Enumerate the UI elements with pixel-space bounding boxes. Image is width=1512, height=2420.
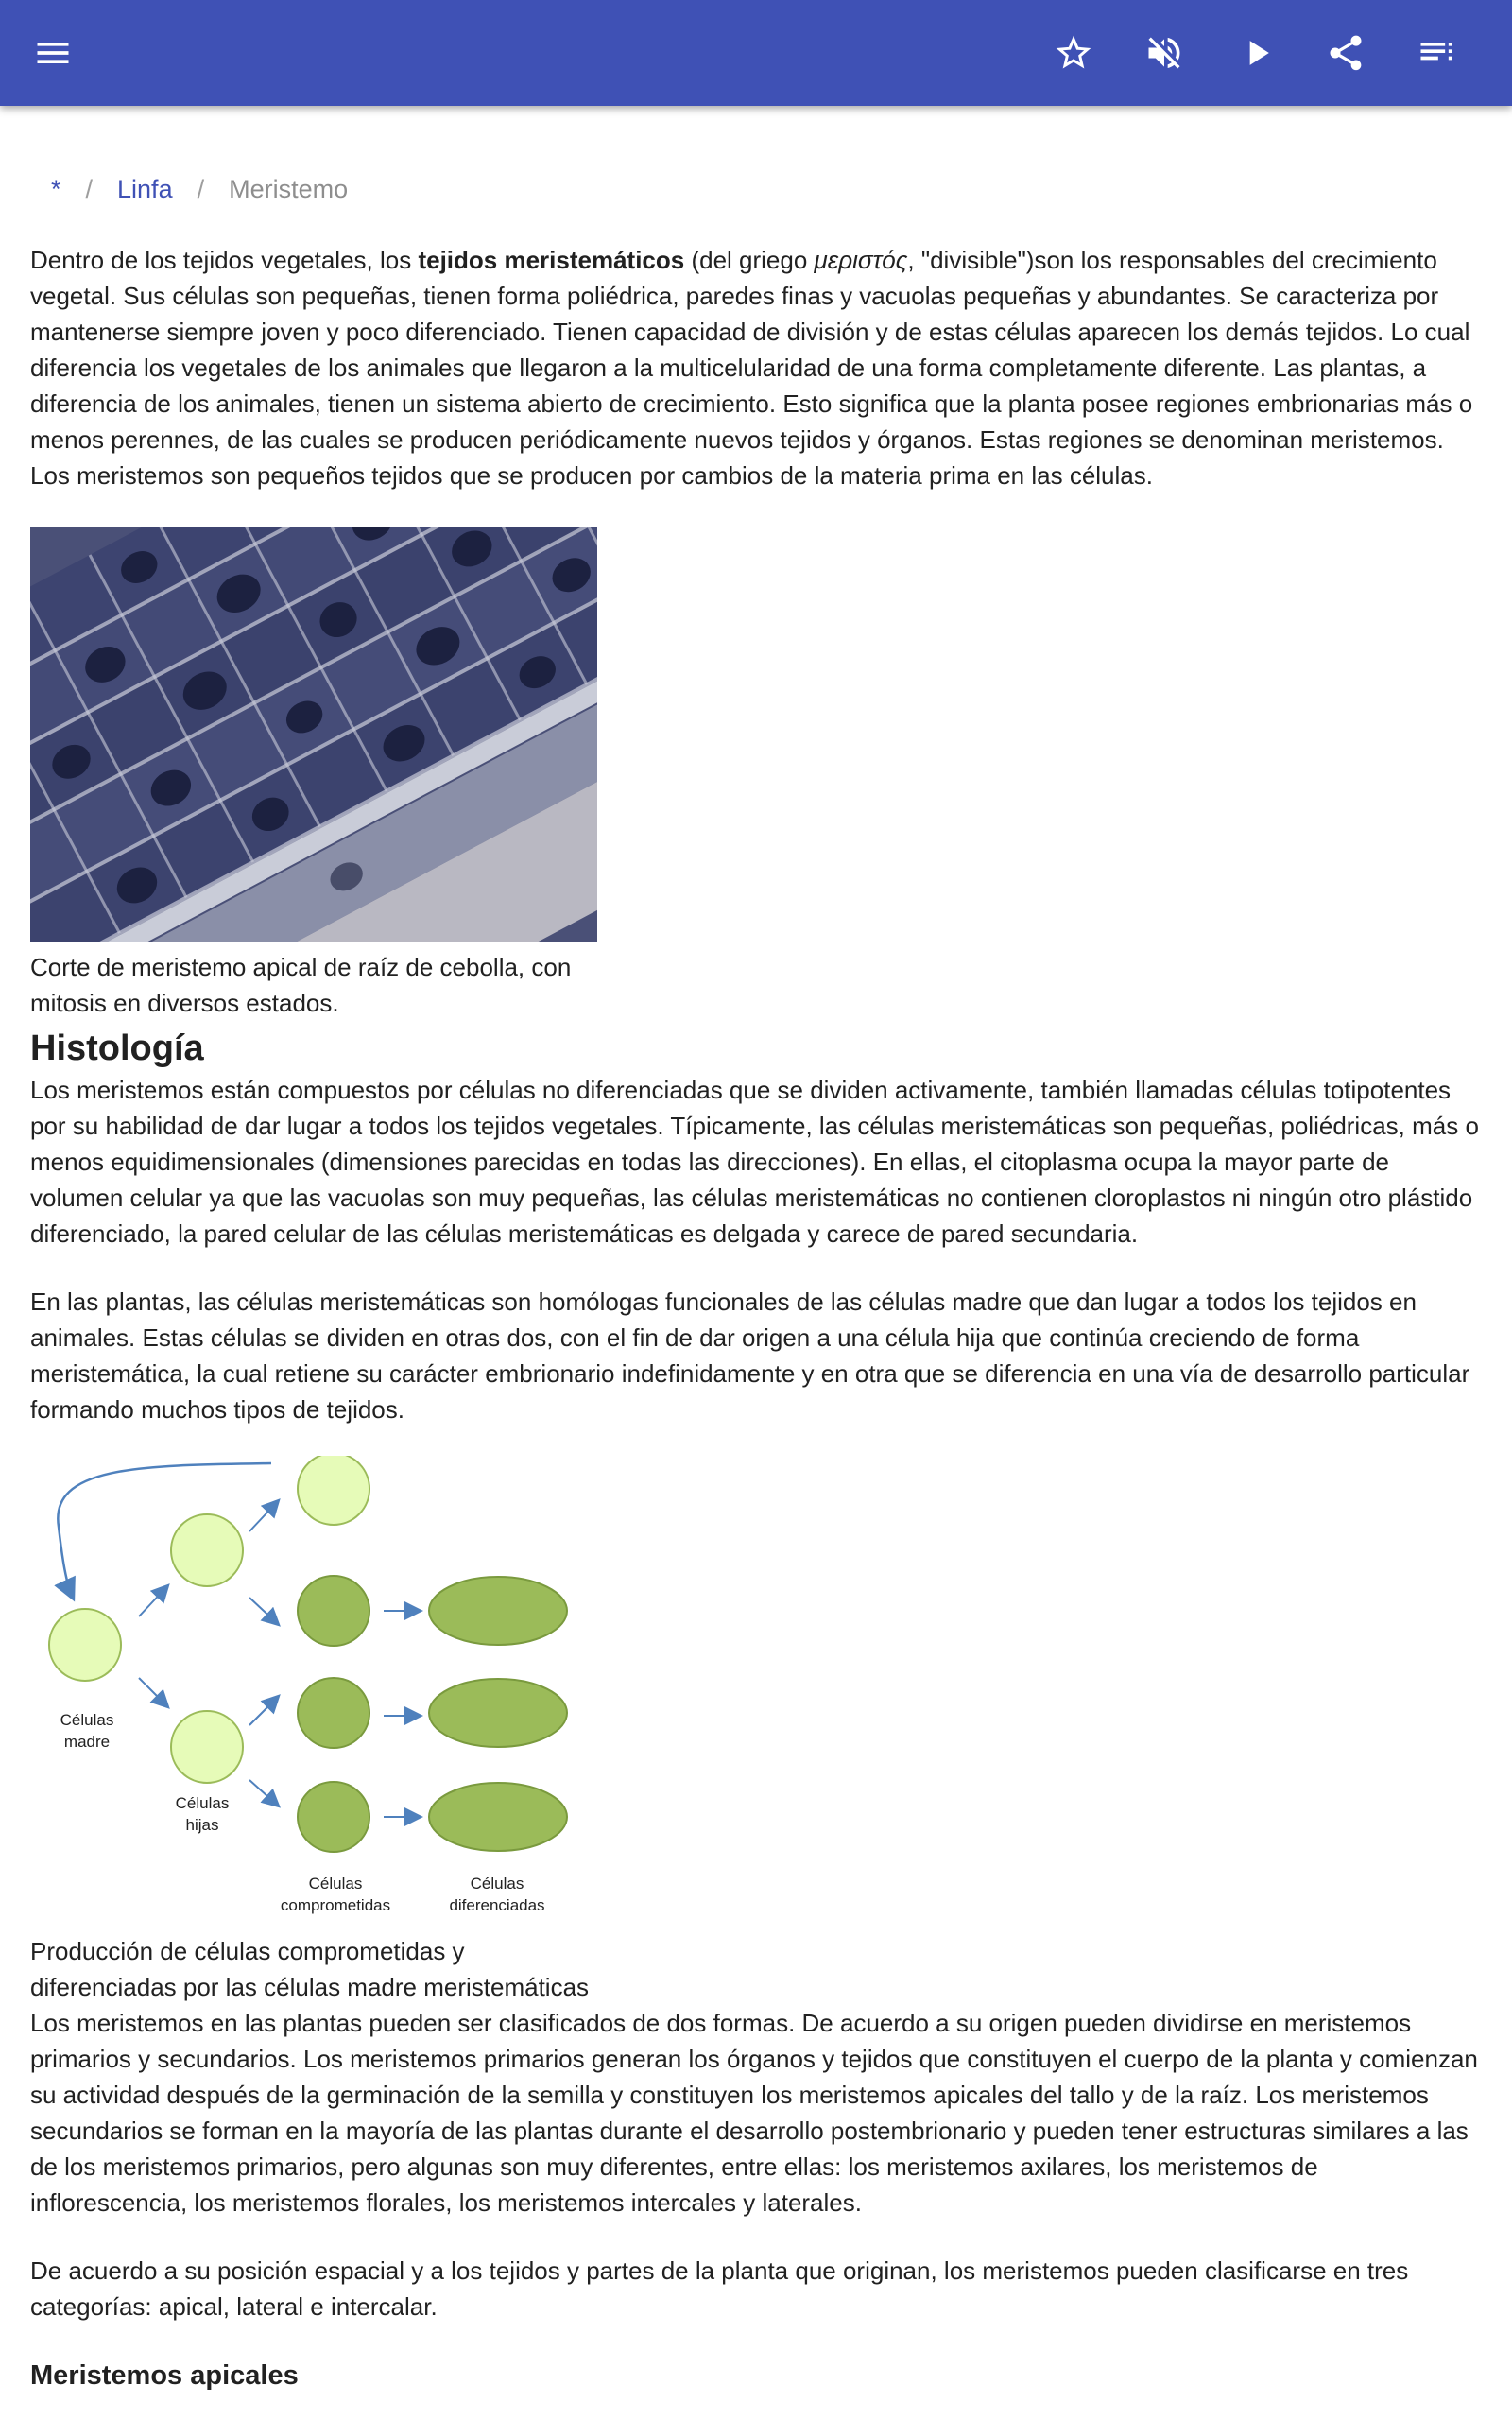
differentiated-cell xyxy=(429,1679,567,1747)
bookmark-button[interactable] xyxy=(1045,25,1102,81)
breadcrumb xyxy=(51,168,1482,210)
committed-cell xyxy=(298,1678,369,1748)
app-bar xyxy=(0,0,1512,106)
return-arrow xyxy=(58,1463,271,1598)
intro-paragraph xyxy=(30,242,1482,493)
label-celulas-madre: Células xyxy=(60,1711,114,1729)
share-icon xyxy=(1325,32,1366,74)
article xyxy=(30,142,1482,2394)
intro-greek-term: μεριστός xyxy=(814,246,908,274)
clasificacion-paragraph-2: De acuerdo a su posición espacial y a los tejidos y partes de la planta que originan, los meristemos pueden clasificarse en tres categorías: apical, lateral e intercalar. xyxy=(30,2256,1409,2321)
section-heading-meristemos-apicales: Meristemos apicales xyxy=(30,2360,299,2391)
breadcrumb-parent-link[interactable]: Linfa xyxy=(117,174,173,203)
label-celulas-madre: madre xyxy=(63,1733,111,1751)
daughter-cell xyxy=(298,1456,369,1525)
figure-onion-root xyxy=(30,527,597,1021)
daughter-cell xyxy=(171,1514,243,1586)
menu-button[interactable] xyxy=(25,25,81,81)
micrograph-image xyxy=(30,527,597,942)
intro-bold-term: tejidos meristemáticos xyxy=(418,246,685,274)
figure-caption-line: diferenciadas por las células madre meristemáticas xyxy=(30,1973,590,2001)
label-celulas-comprometidas: Células xyxy=(308,1875,363,1893)
figure-caption: Corte de meristemo apical de raíz de cebolla, con mitosis en diversos estados. xyxy=(30,953,572,1017)
committed-cell xyxy=(298,1576,369,1646)
cell-differentiation-diagram[interactable] xyxy=(30,1456,597,1928)
play-icon xyxy=(1236,32,1278,74)
mute-button[interactable] xyxy=(1136,25,1193,81)
play-button[interactable] xyxy=(1228,25,1285,81)
label-celulas-comprometidas: comprometidas xyxy=(280,1896,391,1914)
stem-cell xyxy=(49,1609,121,1681)
breadcrumb-current: Meristemo xyxy=(229,174,349,203)
histologia-paragraph-1: Los meristemos están compuestos por células no diferenciadas que se dividen activamente, también llamadas células totipotentes por su habilidad de dar lugar a todos los tejidos vegetales. Típicamente, las células meristemáticas son pequeñas, poliédricas, más o menos equidimensionales (dimensiones parecidas en todas las direcciones). En ellas, el citoplasma ocupa la mayor parte de volumen celular ya que las vacuolas son muy pequeñas, las células meristemáticas no contienen cloroplastos ni ningún otro plástido diferenciado, la pared celular de las células meristemáticas es delgada y carece de pared secundaria. xyxy=(30,1076,1479,1248)
daughter-cell xyxy=(171,1711,243,1783)
breadcrumb-separator: / xyxy=(197,174,205,203)
differentiated-cell xyxy=(429,1783,567,1851)
volume-off-icon xyxy=(1143,32,1185,74)
star-icon xyxy=(1053,32,1094,74)
onion-root-micrograph[interactable] xyxy=(30,527,597,942)
figure-caption xyxy=(30,1933,597,2005)
intro-text: Dentro de los tejidos vegetales, los xyxy=(30,246,419,274)
figure-cell-differentiation xyxy=(30,1456,597,2005)
intro-text: (del griego xyxy=(684,246,815,274)
clasificacion-paragraph-1: Los meristemos en las plantas pueden ser clasificados de dos formas. De acuerdo a su origen pueden dividirse en meristemos primarios y secundarios. Los meristemos primarios generan los órganos y tejidos que constituyen el cuerpo de la planta y comienzan su actividad después de la germinación de la semilla y constituyen los meristemos apicales del tallo y de la raíz. Los meristemos secundarios se forman en la mayoría de las plantas durante el desarrollo postembrionario y pueden tener estructuras similares a las de los meristemos primarios, pero algunas son muy diferentes, entre ellas: los meristemos axilares, los meristemos de inflorescencia, los meristemos florales, los meristemos intercales y laterales. xyxy=(30,2009,1478,2217)
playlist-icon xyxy=(1416,32,1457,74)
menu-icon xyxy=(32,32,74,74)
label-celulas-diferenciadas: Células xyxy=(470,1875,524,1893)
label-celulas-diferenciadas: diferenciadas xyxy=(449,1896,545,1914)
breadcrumb-root-link[interactable]: * xyxy=(51,174,61,203)
share-button[interactable] xyxy=(1317,25,1374,81)
label-celulas-hijas: Células xyxy=(175,1794,230,1812)
figure-caption-line: Producción de células comprometidas y xyxy=(30,1937,465,1965)
histologia-paragraph-2: En las plantas, las células meristemáticas son homólogas funcionales de las células madre que dan lugar a todos los tejidos en animales. Estas células se dividen en otras dos, con el fin de dar origen a una célula hija que continúa creciendo de forma meristemática, la cual retiene su carácter embrionario indefinidamente y en otra que se diferencia en una vía de desarrollo particular formando muchos tipos de tejidos. xyxy=(30,1288,1470,1424)
breadcrumb-separator: / xyxy=(85,174,94,203)
label-celulas-hijas: hijas xyxy=(185,1816,219,1834)
committed-cell xyxy=(298,1782,369,1852)
section-heading-histologia: Histología xyxy=(30,1028,204,1068)
differentiated-cell xyxy=(429,1577,567,1645)
contents-button[interactable] xyxy=(1408,25,1465,81)
intro-text: , "divisible")son los responsables del crecimiento vegetal. Sus células son pequeñas, tienen forma poliédrica, paredes finas y vacuolas pequeñas y abundantes. Se caracteriza por mantenerse siempre joven y poco diferenciado. Tienen capacidad de división y de estas células aparecen los demás tejidos. Lo cual diferencia los vegetales de los animales que llegaron a la multicelularidad de una forma completamente diferente. Las plantas, a diferencia de los animales, tienen un sistema abierto de crecimiento. Esto significa que la planta posee regiones embrionarias más o menos perennes, de las cuales se producen periódicamente nuevos tejidos y órganos. Estas regiones se denominan meristemos. Los meristemos son pequeños tejidos que se producen por cambios de la materia prima en las células. xyxy=(30,246,1473,490)
